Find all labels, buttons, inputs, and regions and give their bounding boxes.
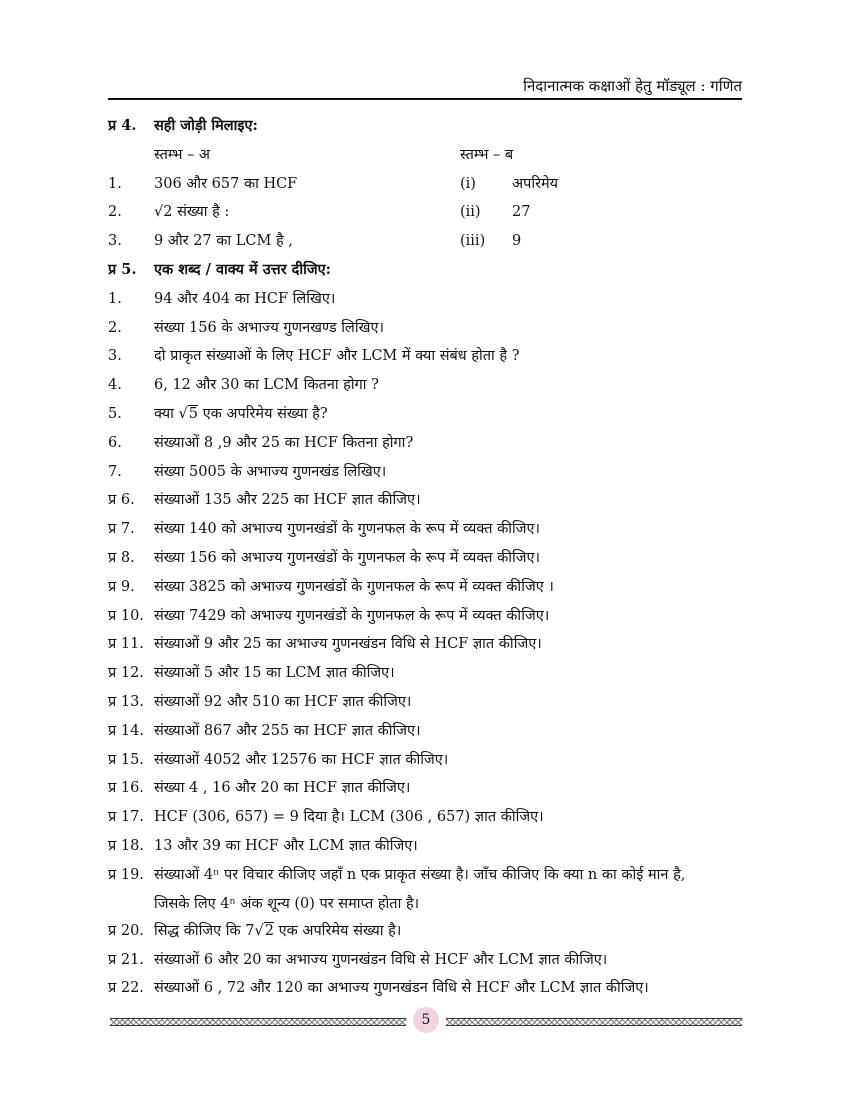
question-number: प्र 18.: [108, 837, 144, 854]
question-text: [154, 861, 685, 919]
page-content: [108, 112, 748, 1003]
question-text: संख्याओं 135 और 225 का HCF ज्ञात कीजिए।: [154, 492, 421, 509]
column-b-item: [460, 198, 530, 227]
question-title: एक शब्द / वाक्य में उत्तर दीजिए:: [154, 260, 332, 278]
page-number: 5: [413, 1007, 439, 1033]
column-b-item: [460, 227, 521, 256]
match-row: [108, 198, 748, 227]
question-4-heading: [108, 112, 748, 141]
item-text: 94 और 404 का HCF लिखिए।: [154, 290, 336, 307]
question-text-prefix: सिद्ध कीजिए कि 7: [154, 922, 255, 939]
question-text: संख्याओं 5 और 15 का LCM ज्ञात कीजिए।: [154, 665, 395, 682]
question-number: प्र 20.: [108, 922, 144, 939]
question-number: प्र 11.: [108, 636, 144, 653]
question-text: संख्याओं 6 , 72 और 120 का अभाज्य गुणनखंडन विधि से HCF और LCM ज्ञात कीजिए।: [154, 980, 649, 997]
match-row: [108, 227, 748, 256]
row-number: 1.: [108, 175, 122, 192]
question-text: सिद्ध कीजिए कि 7√2 एक अपरिमेय संख्या है।: [154, 922, 402, 939]
question-title: सही जोड़ी मिलाइए:: [154, 117, 258, 134]
question-text-line-2: जिसके लिए 4ⁿ अंक शून्य (0) पर समाप्त होता है।: [154, 895, 420, 912]
question: [108, 774, 748, 803]
question: [108, 573, 748, 602]
footer-border-left: [110, 1018, 406, 1026]
column-b-number: (i): [460, 175, 476, 192]
question: [108, 602, 748, 631]
question: [108, 515, 748, 544]
question-5-heading: [108, 256, 748, 285]
column-b-number: (ii): [460, 204, 481, 221]
question-number: प्र 22.: [108, 980, 144, 997]
item-number: 4.: [108, 377, 122, 394]
column-b-item: [460, 170, 558, 199]
question-number: प्र 21.: [108, 951, 144, 968]
question-text: संख्या 3825 को अभाज्य गुणनखंडों के गुणनफल के रूप में व्यक्त कीजिए ।: [154, 578, 554, 595]
list-item: [108, 342, 748, 371]
list-item: [108, 285, 748, 314]
question: [108, 974, 748, 1003]
question-number: प्र 15.: [108, 751, 144, 768]
item-text: संख्या 5005 के अभाज्य गुणनखंड लिखिए।: [154, 463, 387, 480]
question-text: संख्याओं 9 और 25 का अभाज्य गुणनखंडन विधि से HCF ज्ञात कीजिए।: [154, 636, 542, 653]
item-text: दो प्राकृत संख्याओं के लिए HCF और LCM में क्या संबंध होता है ?: [154, 348, 520, 365]
page-header: [108, 74, 742, 100]
question-number: प्र 13.: [108, 693, 144, 710]
question: [108, 832, 748, 861]
column-b-text: 27: [512, 204, 531, 221]
item-text-rest: एक अपरिमेय संख्या है?: [202, 405, 328, 422]
question-number: प्र 4.: [108, 117, 137, 134]
question-number: प्र 5.: [108, 260, 137, 278]
item-number: 7.: [108, 463, 122, 480]
question: [108, 861, 748, 917]
column-a-text: संख्या है :: [177, 204, 230, 221]
question-text: संख्या 4 , 16 और 20 का HCF ज्ञात कीजिए।: [154, 780, 411, 797]
question-text: संख्याओं 92 और 510 का HCF ज्ञात कीजिए।: [154, 693, 412, 710]
question-text: संख्या 140 को अभाज्य गुणनखंडों के गुणनफल के रूप में व्यक्त कीजिए।: [154, 521, 540, 538]
question-text: संख्या 7429 को अभाज्य गुणनखंडों के गुणनफल के रूप में व्यक्त कीजिए।: [154, 607, 550, 624]
item-number: 5.: [108, 405, 122, 422]
item-number: 6.: [108, 434, 122, 451]
question: [108, 688, 748, 717]
question: [108, 544, 748, 573]
item-number: 1.: [108, 290, 122, 307]
item-number: 3.: [108, 348, 122, 365]
question: [108, 917, 748, 946]
question-text-line-1: संख्याओं 4ⁿ पर विचार कीजिए जहाँ n एक प्राकृत संख्या है। जाँच कीजिए कि क्या n का कोई मान है,: [154, 866, 686, 883]
question-number: प्र 7.: [108, 521, 135, 538]
item-text: संख्या 156 के अभाज्य गुणनखण्ड लिखिए।: [154, 319, 384, 336]
list-item: [108, 429, 748, 458]
sqrt-expression: √2: [154, 204, 173, 221]
column-a-item: 306 और 657 का HCF: [154, 175, 298, 192]
column-a-heading: स्तम्भ – अ: [154, 146, 210, 163]
row-number: 3.: [108, 233, 122, 250]
question: [108, 746, 748, 775]
column-b-number: (iii): [460, 233, 486, 250]
sqrt-radicand: 2: [264, 922, 274, 939]
footer-border-right: [446, 1018, 742, 1026]
column-a-item: [154, 198, 229, 227]
question-text: संख्याओं 4052 और 12576 का HCF ज्ञात कीजिए।: [154, 751, 449, 768]
item-text: संख्याओं 8 ,9 और 25 का HCF कितना होगा?: [154, 434, 414, 451]
column-b-heading: स्तम्भ – ब: [460, 146, 514, 163]
item-text: क्या √5 एक अपरिमेय संख्या है?: [154, 405, 328, 422]
question-number: प्र 12.: [108, 665, 144, 682]
question: [108, 717, 748, 746]
page-footer: [110, 1007, 742, 1037]
sqrt-radicand: 5: [188, 405, 199, 422]
item-number: 2.: [108, 319, 122, 336]
list-item: [108, 314, 748, 343]
question-text: संख्याओं 867 और 255 का HCF ज्ञात कीजिए।: [154, 722, 421, 739]
question-text: संख्या 156 को अभाज्य गुणनखंडों के गुणनफल के रूप में व्यक्त कीजिए।: [154, 549, 540, 566]
match-row: [108, 170, 748, 199]
item-text: 6, 12 और 30 का LCM कितना होगा ?: [154, 377, 379, 394]
column-b-text: अपरिमेय: [512, 175, 559, 192]
row-number: 2.: [108, 204, 122, 221]
question-number: प्र 17.: [108, 809, 144, 826]
question: [108, 630, 748, 659]
question-number: प्र 19.: [108, 866, 144, 883]
question: [108, 803, 748, 832]
item-text-prefix: क्या: [154, 405, 174, 422]
question-number: प्र 6.: [108, 492, 135, 509]
question-number: प्र 14.: [108, 722, 144, 739]
header-title: निदानात्मक कक्षाओं हेतु मॉड्यूल : गणित: [523, 77, 742, 95]
column-b-text: 9: [512, 233, 522, 250]
question-text: 13 और 39 का HCF और LCM ज्ञात कीजिए।: [154, 837, 418, 854]
question-text-rest: एक अपरिमेय संख्या है।: [278, 922, 402, 939]
question-text: HCF (306, 657) = 9 दिया है। LCM (306 , 657) ज्ञात कीजिए।: [154, 809, 544, 826]
match-columns-header: [108, 141, 748, 170]
column-a-item: 9 और 27 का LCM है ,: [154, 233, 293, 250]
list-item: [108, 400, 748, 429]
question-text: संख्याओं 6 और 20 का अभाज्य गुणनखंडन विधि से HCF और LCM ज्ञात कीजिए।: [154, 951, 608, 968]
question: [108, 659, 748, 688]
question-number: प्र 8.: [108, 549, 135, 566]
question-number: प्र 10.: [108, 607, 144, 624]
list-item: [108, 371, 748, 400]
question-number: प्र 9.: [108, 578, 135, 595]
question: [108, 486, 748, 515]
list-item: [108, 458, 748, 487]
question: [108, 946, 748, 975]
question-number: प्र 16.: [108, 780, 144, 797]
